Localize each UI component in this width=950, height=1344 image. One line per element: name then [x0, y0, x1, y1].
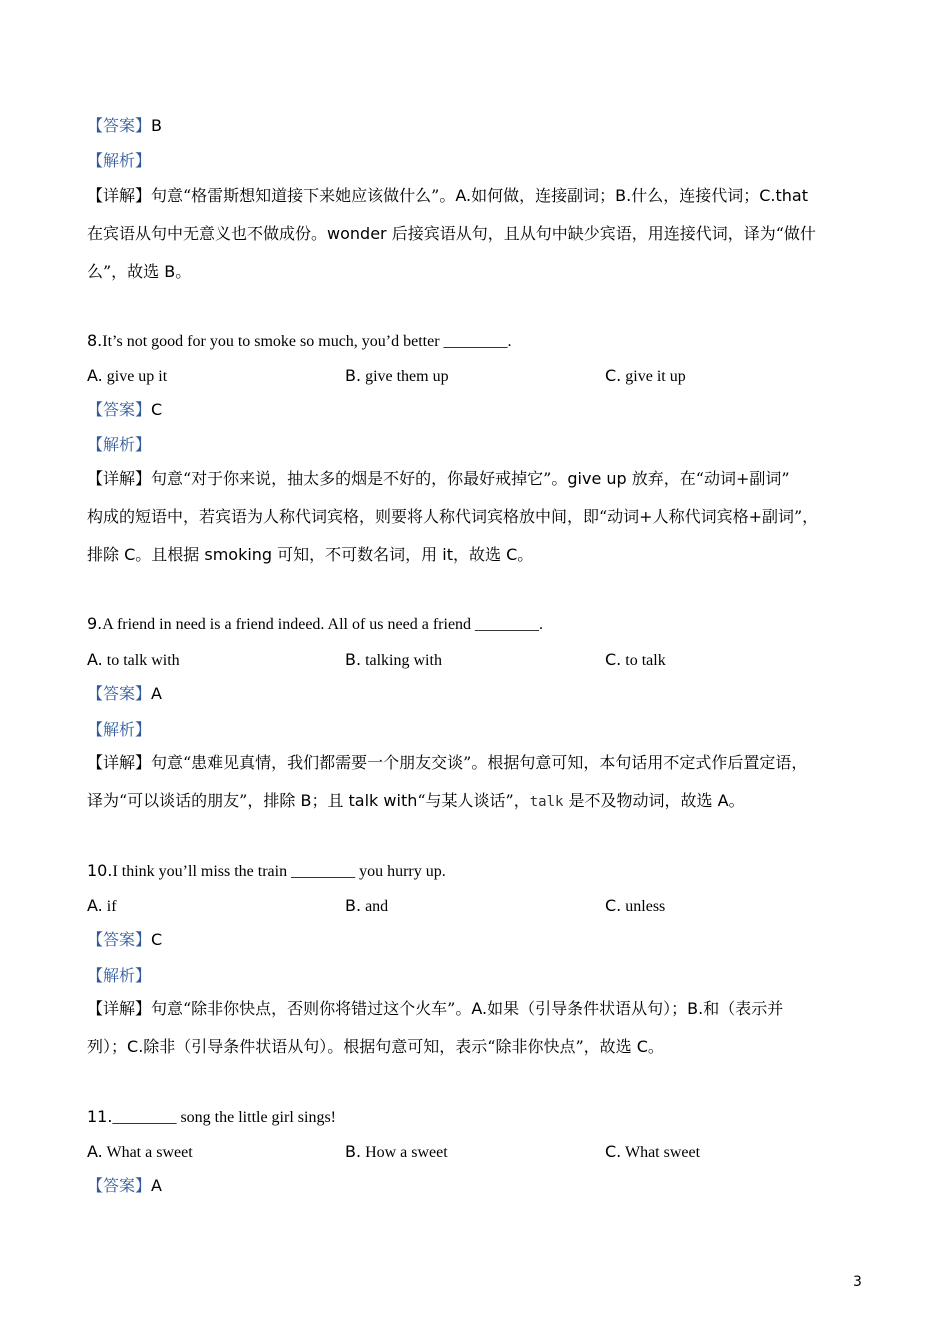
q8-option-b: B. give them up: [345, 366, 449, 385]
q8-question: [87, 331, 877, 352]
q9-option-a: A. to talk with: [87, 650, 180, 669]
q8-detail-line-2: 构成的短语中，若宾语为人称代词宾格，则要将人称代词宾格放中间，即“动词+人称代词宾格+副词”，: [87, 507, 819, 526]
q11-question: 11.________ song the little girl sings!: [87, 1107, 336, 1126]
q8-option-c: C. give it up: [605, 366, 686, 385]
answer-label: 【答案】: [87, 116, 152, 135]
q8-answer: 【答案】C: [87, 400, 163, 419]
question-number: 8.: [87, 331, 103, 350]
q10-question: 10.I think you’ll miss the train ________ you hurry up.: [87, 861, 446, 880]
q9-analysis-label: 【解析】: [87, 720, 152, 739]
q7-detail-line-3: 么”，故选 B。: [87, 262, 192, 281]
answer-value: B: [151, 116, 162, 135]
q10-option-b: B. and: [345, 896, 389, 915]
q10-answer: 【答案】C: [87, 930, 163, 949]
q7-detail-line-2: 在宾语从句中无意义也不做成份。wonder 后接宾语从句，且从句中缺少宾语，用连接代词，译为“做什: [87, 224, 816, 243]
q7-answer: [87, 116, 877, 136]
q11-option-a: A. What a sweet: [87, 1142, 193, 1161]
q10-detail-line-2: 列）；C.除非（引导条件状语从句）。根据句意可知，表示“除非你快点”，故选 C。: [87, 1037, 664, 1056]
q8-analysis-label: 【解析】: [87, 435, 152, 454]
q11-option-c: C. What sweet: [605, 1142, 701, 1161]
q11-option-b: B. How a sweet: [345, 1142, 448, 1161]
q9-option-c: C. to talk: [605, 650, 666, 669]
q7-detail-line-1: 【详解】句意“格雷斯想知道接下来她应该做什么”。A.如何做，连接副词；B.什么，连接代词；C.that: [87, 186, 808, 205]
q10-option-c: C. unless: [605, 896, 666, 915]
q9-option-b: B. talking with: [345, 650, 442, 669]
q10-option-a: A. if: [87, 896, 117, 915]
q7-analysis-label: 【解析】: [87, 151, 152, 170]
q11-answer: 【答案】A: [87, 1176, 162, 1195]
q8-detail-line-3: 排除 C。且根据 smoking 可知，不可数名词，用 it，故选 C。: [87, 545, 534, 564]
question-text: It’s not good for you to smoke so much, you’d better ________.: [102, 333, 512, 350]
q10-analysis-label: 【解析】: [87, 966, 152, 985]
q9-detail-line-2: 译为“可以谈话的朋友”，排除 B；且 talk with“与某人谈话”，talk 是不及物动词，故选 A。: [87, 791, 745, 810]
q9-detail-line-1: 【详解】句意“患难见真情，我们都需要一个朋友交谈”。根据句意可知，本句话用不定式作后置定语，: [87, 753, 808, 772]
q9-answer: 【答案】A: [87, 684, 162, 703]
q9-question: 9.A friend in need is a friend indeed. All of us need a friend ________.: [87, 614, 544, 633]
page-number: 3: [853, 1274, 862, 1290]
q8-detail-line-1: 【详解】句意“对于你来说，抽太多的烟是不好的，你最好戒掉它”。give up 放弃，在“动词+副词”: [87, 469, 790, 488]
q10-detail-line-1: 【详解】句意“除非你快点，否则你将错过这个火车”。A.如果（引导条件状语从句）；B.和（表示并: [87, 999, 784, 1018]
q8-option-a: A. give up it: [87, 366, 168, 385]
